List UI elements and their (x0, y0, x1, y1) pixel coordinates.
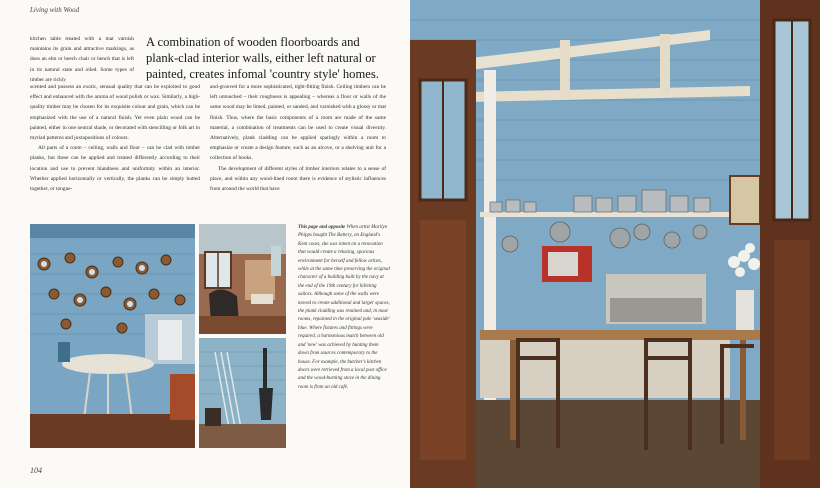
page-number: 104 (30, 466, 42, 475)
caption-body: When artist Marilyn Phipps bought The Battery, on England's Kent coast, she was intent on a renovation that would create a relaxing, spacious environment for herself and fellow artists, while at the same time preserving the original character of a building built by the navy at the end of the 19th century for billeting sailors. Although some of the walls were moved to create additional and larger spaces, the plank cladding was retained and, in most rooms, repainted in the original pale 'seaside' blue. Where fixtures and fittings were required, a harmonious match between old and 'new' was achieved by hunting them down from sources contemporary to the house. For example, the butcher's kitchen doors were retrieved from a local post office and the wood-burning stove in the dining room is from an old café. (298, 225, 390, 390)
caption-lead: This page and opposite (298, 225, 346, 230)
body-paragraph: scented and possess an exotic, sensual quality that can be exploited to good effect and enhanced with the aroma of wood polish or wax. Similarly, a high-quality timber may be chosen for its exquisite colour and grain, which can be emphasized with the use of a natural finish. Yet even plain wood can be painted, either in one neutral shade, or decorated with stencilling or folk art in myriad patterns and juxtapositions of colours. (30, 84, 200, 142)
body-column-right (210, 82, 386, 194)
body-paragraph: All parts of a room – ceiling, walls and floor – can be clad with timber planks, but these can be applied and treated differently according to their location and use to prevent blandness and uniformity within an interior. Whether applied horizontally or vertically, the planks can be simply butted together, or tongue- (30, 145, 200, 193)
body-paragraph: kitchen table treated with a mat varnish maintains its grain and attractive markings, as does an elm or beech chair or bench that is left in its natural state and oiled. Some types of timber are richly (30, 36, 134, 83)
body-paragraph: and-grooved for a more sophisticated, tight-fitting finish. Ceiling timbers can be left untouched – their roughness is appealing – whereas a floor or walls of the same wood may be limed, painted, or sanded, and varnished with a glossy or mat finish. Thus, where the basic components of a room are made of the same material, a combination of treatments can be used to create visual diversity. Alternatively, plank cladding can be applied sparingly within a room to emphasize or create a design feature, such as an alcove, or a shelving unit for a collection of books. (210, 84, 386, 162)
pull-quote: A combination of wooden floorboards and plank-clad interior walls, either left natural or painted, creates infomal 'country style' homes. (146, 35, 379, 81)
body-column-left (30, 82, 200, 194)
photo-living-room-chair (199, 224, 286, 334)
running-head: Living with Wood (30, 6, 80, 14)
body-column-intro (30, 34, 134, 85)
photo-caption (298, 224, 390, 392)
photo-mirrored-wall-room (30, 224, 195, 448)
photo-blue-room-stove (199, 338, 286, 448)
photo-kitchen-full-page (410, 0, 820, 488)
body-paragraph: The development of different styles of timber interiors relates to a sense of place, and within any wood-lined room there is evidence of stylistic influences from around the world that have (210, 165, 386, 193)
